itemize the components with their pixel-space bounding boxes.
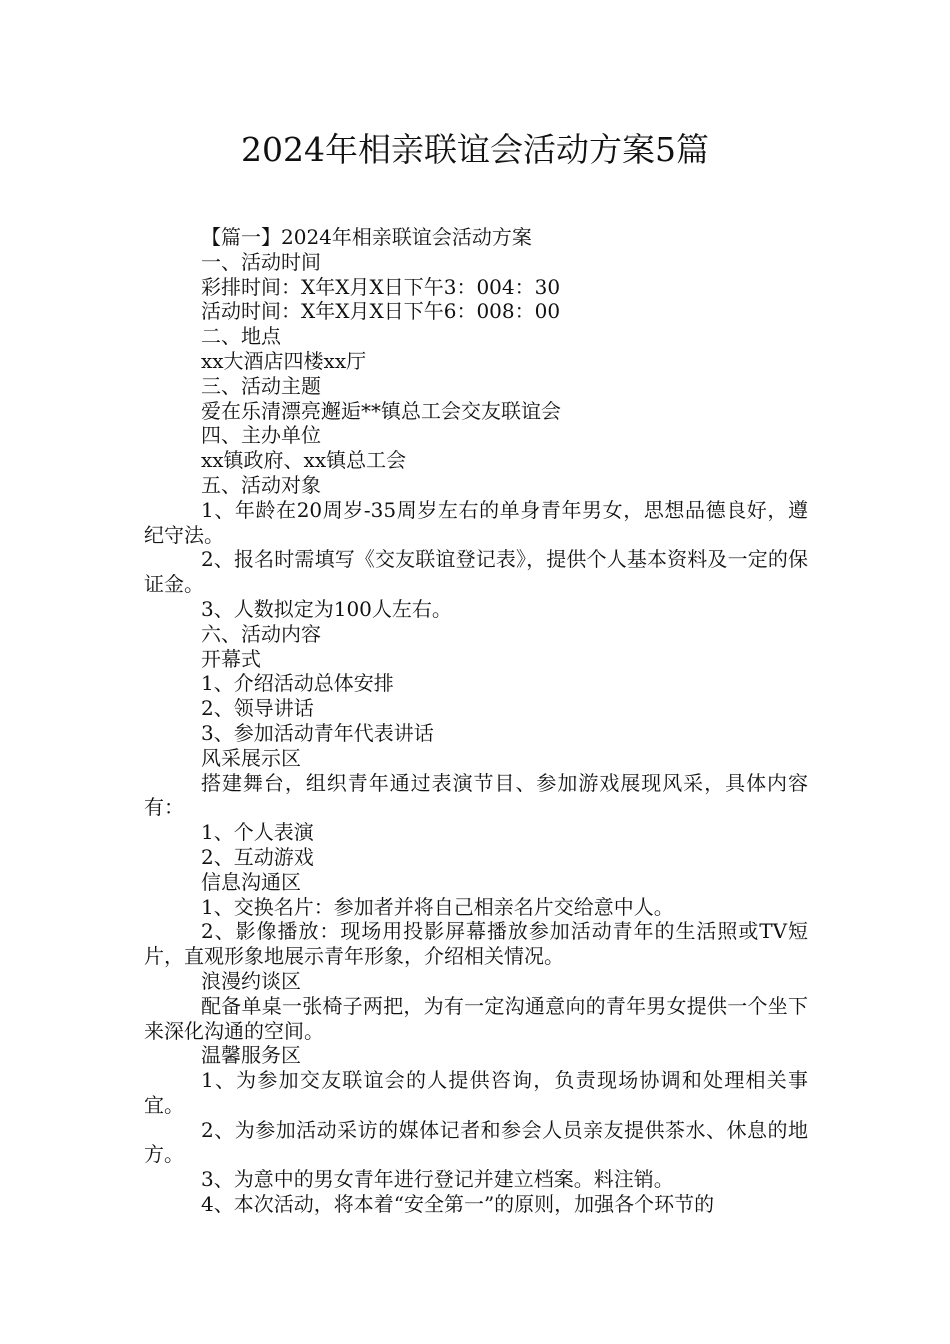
- document-title: 2024年相亲联谊会活动方案5篇: [241, 130, 709, 169]
- body-paragraph: 2、为参加活动采访的媒体记者和参会人员亲友提供茶水、休息的地方。: [144, 1117, 808, 1167]
- body-line: 温馨服务区: [201, 1043, 301, 1068]
- body-line: xx大酒店四楼xx厅: [201, 348, 367, 373]
- body-line: 六、活动内容: [201, 621, 321, 646]
- body-paragraph: 1、年龄在20周岁-35周岁左右的单身青年男女，思想品德良好，遵纪守法。: [144, 497, 808, 547]
- body-line: 4、本次活动，将本着“安全第一”的原则，加强各个环节的: [201, 1192, 715, 1217]
- body-line: 开幕式: [201, 646, 261, 671]
- body-paragraph: 搭建舞台，组织青年通过表演节目、参加游戏展现风采，具体内容有：: [144, 770, 808, 820]
- body-line: 2、领导讲话: [201, 696, 314, 721]
- body-line: 3、人数拟定为100人左右。: [201, 596, 452, 621]
- body-line: 一、活动时间: [201, 249, 321, 274]
- body-line: 五、活动对象: [201, 472, 321, 497]
- body-paragraph: 配备单桌一张椅子两把，为有一定沟通意向的青年男女提供一个坐下来深化沟通的空间。: [144, 993, 808, 1043]
- body-line: 活动时间：X年X月X日下午6：008：00: [201, 299, 561, 324]
- body-line: 彩排时间：X年X月X日下午3：004：30: [201, 274, 561, 299]
- body-line: 二、地点: [201, 324, 281, 349]
- body-line: 信息沟通区: [201, 869, 301, 894]
- body-line: 1、介绍活动总体安排: [201, 671, 394, 696]
- body-line: 1、交换名片：参加者并将自己相亲名片交给意中人。: [201, 894, 674, 919]
- body-line: 四、主办单位: [201, 423, 321, 448]
- body-line: 浪漫约谈区: [201, 968, 301, 993]
- document-body: [144, 225, 808, 1217]
- body-line: 风采展示区: [201, 745, 301, 770]
- body-line: 【篇一】2024年相亲联谊会活动方案: [201, 225, 532, 249]
- body-line: 三、活动主题: [201, 373, 321, 398]
- body-line: 3、参加活动青年代表讲话: [201, 720, 434, 745]
- body-paragraph: 1、为参加交友联谊会的人提供咨询，负责现场协调和处理相关事宜。: [144, 1068, 808, 1117]
- body-paragraph: 2、影像播放：现场用投影屏幕播放参加活动青年的生活照或TV短片，直观形象地展示青年形象，介绍相关情况。: [144, 919, 808, 969]
- body-line: 2、互动游戏: [201, 844, 314, 869]
- body-line: 1、个人表演: [201, 820, 314, 845]
- body-line: 爱在乐清漂亮邂逅**镇总工会交友联谊会: [201, 398, 561, 423]
- body-line: xx镇政府、xx镇总工会: [201, 448, 407, 473]
- body-line: 3、为意中的男女青年进行登记并建立档案。料注销。: [201, 1167, 674, 1192]
- body-paragraph: 2、报名时需填写《交友联谊登记表》，提供个人基本资料及一定的保证金。: [144, 547, 808, 597]
